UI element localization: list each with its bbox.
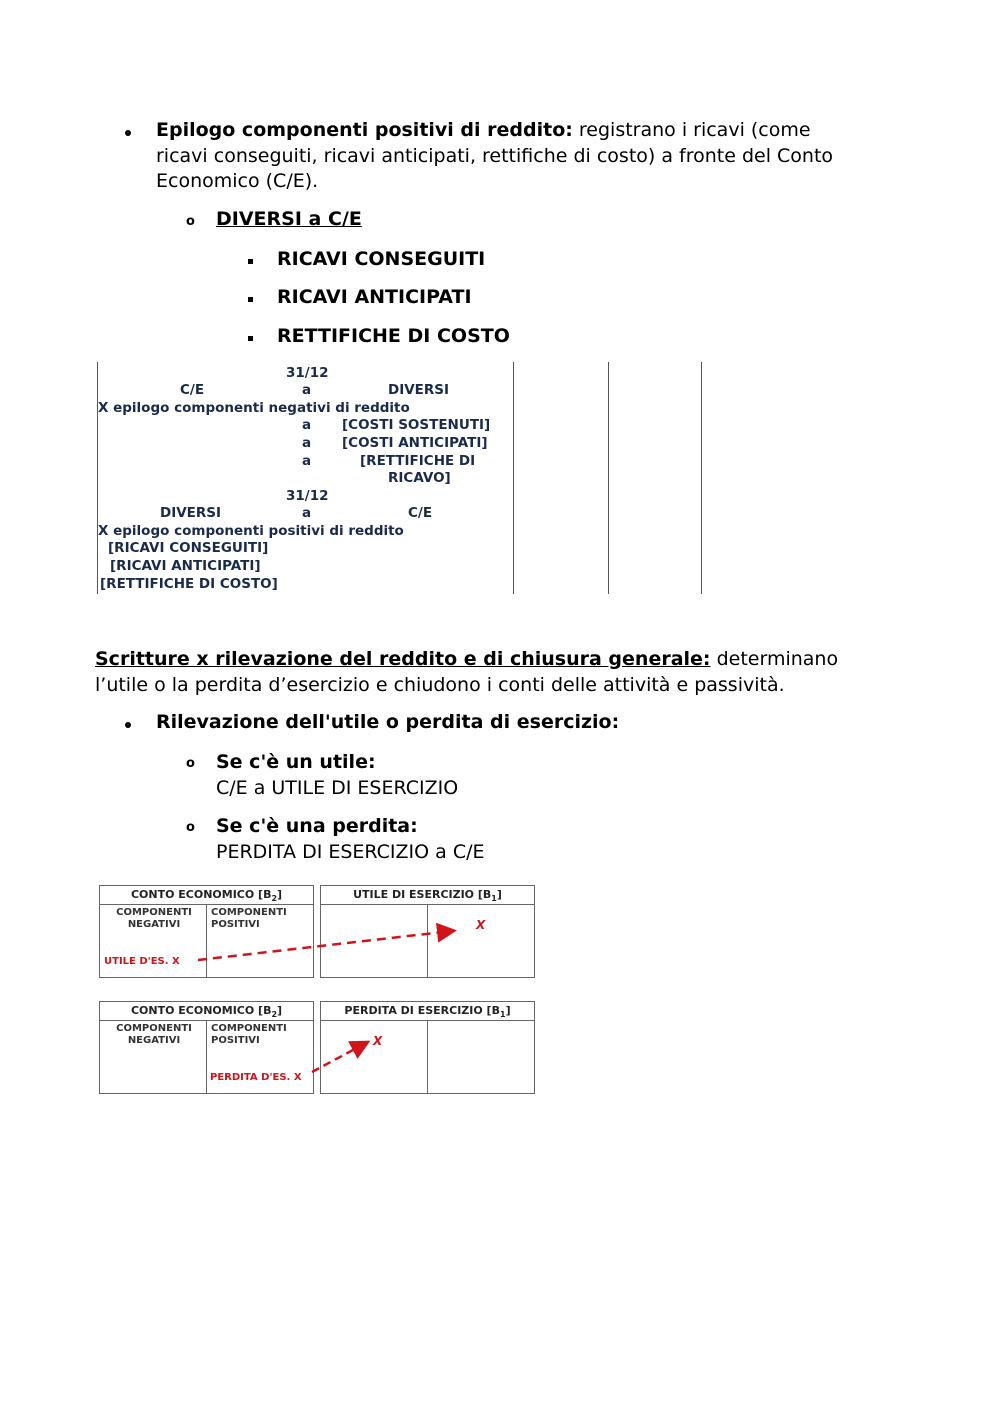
perdita-mark: X	[373, 1034, 383, 1048]
journal-debit-account: DIVERSI	[160, 505, 222, 521]
section2-paragraph	[95, 647, 915, 698]
bullet-text: registrano i ricavi (come	[572, 119, 811, 141]
col-positivi: COMPONENTI POSITIVI	[211, 1023, 287, 1046]
account-divider	[427, 904, 428, 977]
perdita-account	[320, 1001, 535, 1094]
section2-bullet: Rilevazione dell'utile o perdita di esercizio:	[156, 711, 620, 733]
account-divider	[206, 904, 207, 977]
journal-debit-line: [RICAVI ANTICIPATI]	[110, 558, 261, 574]
bullet-square	[248, 297, 253, 302]
col-negativi: COMPONENTI NEGATIVI	[116, 1023, 192, 1046]
bullet-disc	[125, 130, 131, 136]
journal-rule	[97, 362, 98, 594]
journal-rule	[608, 362, 609, 594]
account-title: CONTO ECONOMICO $[B_2]$	[100, 1002, 313, 1021]
account-divider	[427, 1020, 428, 1093]
journal-date: 31/12	[286, 365, 329, 381]
bullet-square	[248, 259, 253, 264]
bullet-circle: o	[186, 820, 195, 835]
section2-text-line2: l’utile o la perdita d’esercizio e chiudono i conti delle attività e passività.	[95, 673, 785, 696]
journal-entries-table	[96, 362, 706, 594]
journal-a: a	[302, 417, 312, 433]
perdita-entry: PERDITA D'ES. X	[210, 1072, 302, 1083]
section2-heading: Scritture x rilevazione del reddito e di chiusura generale:	[95, 648, 711, 670]
account-divider	[206, 1020, 207, 1093]
journal-a: a	[302, 453, 312, 469]
section2-text: determinano	[710, 648, 839, 670]
journal-a: a	[302, 505, 312, 521]
journal-debit-line: [RICAVI CONSEGUITI]	[108, 540, 269, 556]
bullet-text-line3: Economico (C/E).	[156, 170, 319, 192]
sub-heading: DIVERSI a C/E	[216, 208, 362, 230]
journal-credit-line: [COSTI SOSTENUTI]	[342, 417, 491, 433]
journal-debit-line: [RETTIFICHE DI COSTO]	[100, 576, 278, 592]
col-negativi: COMPONENTI NEGATIVI	[116, 907, 192, 930]
bullet-title: Epilogo componenti positivi di reddito:	[156, 119, 573, 141]
intro-paragraph	[156, 118, 916, 195]
bullet-circle: o	[186, 214, 195, 229]
journal-a: a	[302, 382, 312, 398]
journal-description: X epilogo componenti negativi di reddito	[98, 400, 410, 416]
item-ricavi-anticipati: RICAVI ANTICIPATI	[277, 286, 472, 308]
case-utile	[216, 750, 458, 801]
journal-a: a	[302, 435, 312, 451]
journal-rule	[513, 362, 514, 594]
utile-mark: X	[476, 918, 486, 932]
utile-entry: UTILE D'ES. X	[104, 956, 180, 967]
bullet-text-line2: ricavi conseguiti, ricavi anticipati, rettifiche di costo) a fronte del Conto	[156, 144, 834, 167]
col-positivi: COMPONENTI POSITIVI	[211, 907, 287, 930]
conto-economico-account	[99, 885, 314, 978]
journal-description: X epilogo componenti positivi di reddito	[98, 523, 404, 539]
account-title: PERDITA DI ESERCIZIO $[B_1]$	[321, 1002, 534, 1021]
item-ricavi-conseguiti: RICAVI CONSEGUITI	[277, 248, 486, 270]
conto-economico-account	[99, 1001, 314, 1094]
journal-rule	[701, 362, 702, 594]
journal-credit-account: DIVERSI	[388, 382, 450, 398]
case-utile-title: Se c'è un utile:	[216, 751, 376, 773]
account-title: UTILE DI ESERCIZIO $[B_1]$	[321, 886, 534, 905]
journal-credit-line: [RETTIFICHE DI	[360, 453, 476, 469]
bullet-circle: o	[186, 756, 195, 771]
case-utile-text: C/E a UTILE DI ESERCIZIO	[216, 776, 459, 799]
journal-date: 31/12	[286, 488, 329, 504]
journal-credit-line: RICAVO]	[388, 470, 451, 486]
case-perdita-text: PERDITA DI ESERCIZIO a C/E	[216, 840, 485, 863]
bullet-disc	[125, 722, 131, 728]
journal-debit-account: C/E	[180, 382, 205, 398]
journal-credit-line: [COSTI ANTICIPATI]	[342, 435, 488, 451]
case-perdita-title: Se c'è una perdita:	[216, 815, 418, 837]
account-title: CONTO ECONOMICO $[B_2]$	[100, 886, 313, 905]
utile-account	[320, 885, 535, 978]
item-rettifiche-di-costo: RETTIFICHE DI COSTO	[277, 325, 510, 347]
case-perdita	[216, 814, 485, 865]
bullet-square	[248, 336, 253, 341]
journal-credit-account: C/E	[408, 505, 433, 521]
